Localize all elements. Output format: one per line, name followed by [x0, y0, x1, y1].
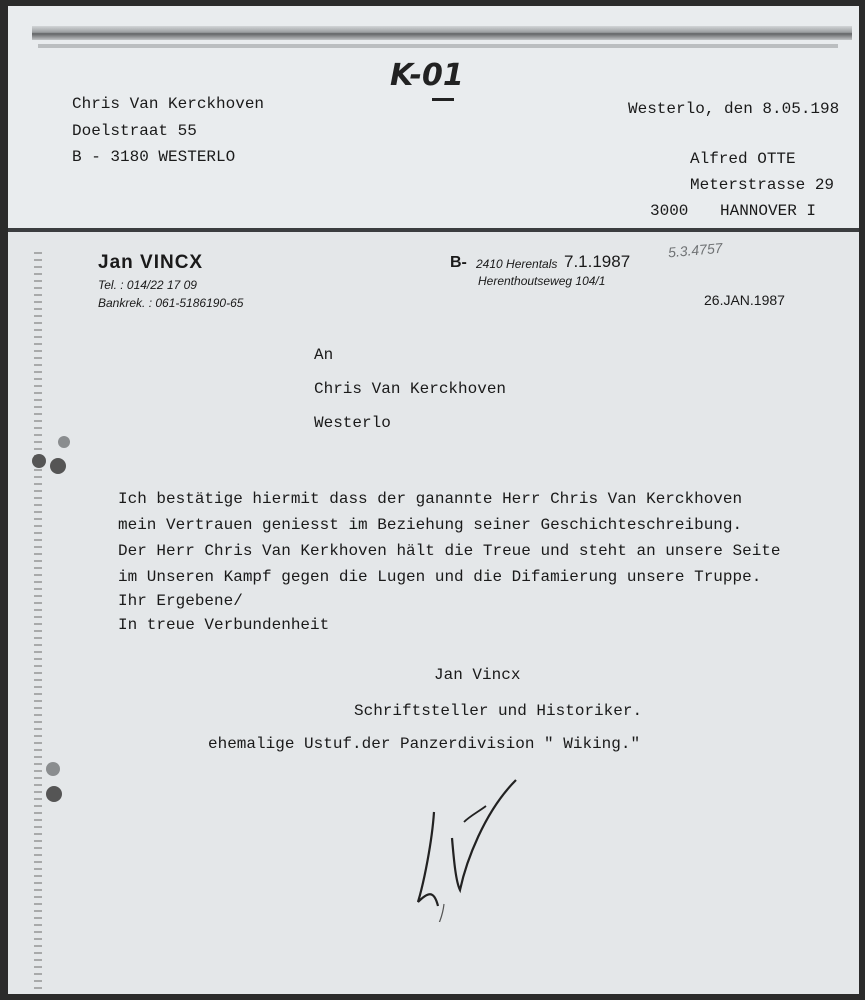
body-line: Der Herr Chris Van Kerkhoven hält die Treue und steht an unsere Seite — [118, 542, 781, 560]
addressee-label: An — [314, 346, 334, 364]
recipient-street: Meterstrasse 29 — [690, 176, 835, 194]
photocopy-edge-shadow — [38, 44, 838, 48]
punch-hole — [46, 786, 62, 802]
sender-name: Chris Van Kerckhoven — [72, 95, 265, 113]
body-line: In treue Verbundenheit — [118, 616, 330, 634]
sender-city: B - 3180 WESTERLO — [72, 148, 236, 166]
addressee-city: Westerlo — [314, 414, 391, 432]
received-date-stamp: 26.JAN.1987 — [704, 292, 785, 308]
recipient-city: HANNOVER I — [720, 202, 817, 220]
document-page — [8, 6, 859, 994]
photocopy-edge — [32, 26, 852, 40]
copy-noise — [34, 252, 42, 992]
punch-hole — [58, 436, 70, 448]
signatory-name: Jan Vincx — [434, 666, 521, 684]
letterhead-bank: Bankrek. : 061-5186190-65 — [98, 296, 244, 310]
recipient-postcode: 3000 — [650, 202, 689, 220]
handwritten-archive-number: 5.3.4757 — [667, 239, 724, 261]
sender-street: Doelstraat 55 — [72, 122, 197, 140]
body-line: Ihr Ergebene/ — [118, 592, 243, 610]
punch-hole — [46, 762, 60, 776]
letterhead-date: 7.1.1987 — [564, 252, 631, 271]
punch-hole — [32, 454, 46, 468]
letterhead-address: Herenthoutseweg 104/1 — [478, 274, 606, 288]
addressee-name: Chris Van Kerckhoven — [314, 380, 507, 398]
reference-underline — [432, 98, 454, 101]
place-prefix: B- — [450, 254, 467, 271]
attached-letter — [8, 232, 859, 994]
signatory-title: Schriftsteller und Historiker. — [354, 702, 643, 720]
body-line: Ich bestätige hiermit dass der ganannte Herr Chris Van Kerckhoven — [118, 490, 743, 508]
body-line: mein Vertrauen geniesst im Beziehung seiner Geschichteschreibung. — [118, 516, 743, 534]
letterhead-place: 2410 Herentals — [476, 257, 558, 271]
letter-date: Westerlo, den 8.05.198 — [628, 100, 840, 118]
handwritten-reference: K-01 — [390, 58, 464, 93]
body-line: im Unseren Kampf gegen die Lugen und die Difamierung unsere Truppe. — [118, 568, 762, 586]
punch-hole — [50, 458, 66, 474]
handwritten-signature — [404, 772, 524, 922]
letterhead-name: Jan VINCX — [98, 252, 204, 273]
signatory-rank: ehemalige Ustuf.der Panzerdivision " Wiking." — [208, 735, 641, 753]
recipient-name: Alfred OTTE — [690, 150, 796, 168]
letterhead-tel: Tel. : 014/22 17 09 — [98, 278, 197, 292]
